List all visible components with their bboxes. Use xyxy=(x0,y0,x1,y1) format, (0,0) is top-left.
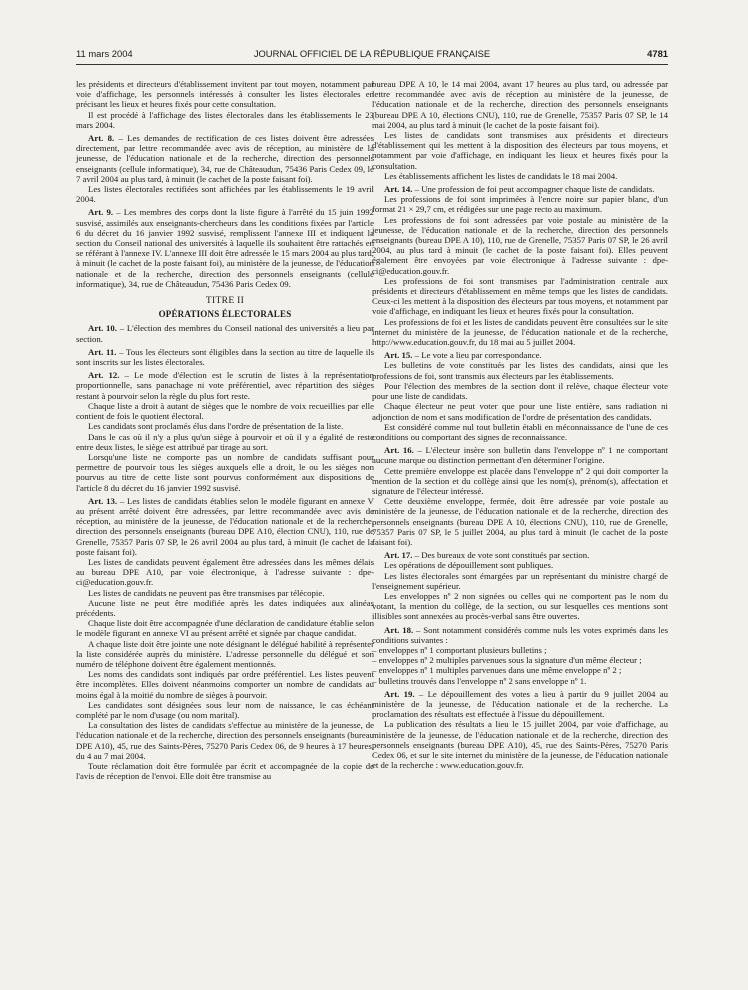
article-8 xyxy=(76,133,374,184)
paragraph: Aucune liste ne peut être modifiée après les dates indiquées aux alinéas précédents. xyxy=(76,597,374,618)
article-14 xyxy=(372,184,668,194)
article-15 xyxy=(372,350,668,360)
paragraph: Les listes électorales rectifiées sont affichées par les établissements le 19 avril 2004. xyxy=(76,184,374,205)
paragraph: les présidents et directeurs d'établissement invitent par tout moyen, notamment par voie d'affichage, les personnels intéressés à consulter les listes électorales en précisant les lieux et heures fixés pour cette consultation. xyxy=(76,79,374,110)
paragraph: Chaque liste doit être accompagnée d'une déclaration de candidature établie selon le modèle figurant en annexe VI au présent arrêté et signée par chaque candidat. xyxy=(76,618,374,639)
paragraph: Il est procédé à l'affichage des listes électorales dans les établissements le 23 mars 2004. xyxy=(76,109,374,130)
article-text: – Une profession de foi peut accompagner chaque liste de candidats. xyxy=(412,184,655,195)
article-text: – Tous les électeurs sont éligibles dans la section au titre de laquelle ils sont inscrits sur les listes électorales. xyxy=(76,346,374,368)
header-journal-title: JOURNAL OFFICIEL DE LA RÉPUBLIQUE FRANÇAISE xyxy=(253,48,491,59)
article-19 xyxy=(372,689,668,720)
paragraph: Les listes de candidats ne peuvent pas être transmises par télécopie. xyxy=(88,587,325,598)
list-item: – bulletins trouvés dans l'enveloppe nº 2 sans enveloppe nº 1. xyxy=(372,676,668,686)
article-9 xyxy=(76,207,374,289)
article-number: Art. 11. xyxy=(88,346,117,357)
article-16 xyxy=(372,445,668,465)
list-item: – enveloppes nº 1 comportant plusieurs bulletins ; xyxy=(372,645,668,655)
article-number: Art. 14. xyxy=(384,184,413,195)
header-rule xyxy=(76,64,668,65)
article-text: – Le dépouillement des votes a lieu à partir du 9 juillet 2004 au ministère de la jeunesse, de l'éducation nationale et de la recherche. La proclamation des résultats est effectuée à l'issue du dépouillement. xyxy=(372,688,668,720)
article-text: – L'élection des membres du Conseil national des universités a lieu par section. xyxy=(76,323,374,344)
paragraph: La publication des résultats a lieu le 15 juillet 2004, par voie d'affichage, au ministère de la jeunesse, de l'éducation nationale et de la recherche, direction des personnels enseignants (bureau DPE A10), 45, rue des Saints-Pères, 75270 Paris Cedex 06, et sur le site internet du ministère de la jeunesse, de l'éducation nationale et de la recherche : www.education.gouv.fr. xyxy=(372,719,668,771)
article-text: – Le vote a lieu par correspondance. xyxy=(412,350,542,361)
list-item: – enveloppes nº 2 multiples parvenues sous la signature d'un même électeur ; xyxy=(372,655,668,665)
header-date: 11 mars 2004 xyxy=(76,48,133,59)
article-number: Art. 16. xyxy=(384,445,414,456)
article-12 xyxy=(76,370,374,401)
section-title: TITRE II xyxy=(205,295,245,307)
article-17 xyxy=(372,550,668,560)
paragraph: Les noms des candidats sont indiqués par ordre préférentiel. Les listes peuvent être incomplètes. Elles doivent néanmoins comporter un nombre de candidats au moins égal à la moitié du nombre de sièges à pourvoir. xyxy=(76,669,374,700)
article-number: Art. 10. xyxy=(88,323,117,334)
paragraph: bureau DPE A 10, le 14 mai 2004, avant 17 heures au plus tard, ou adressée par lettre recommandée avec avis de réception au ministère de la jeunesse, de l'éducation nationale et de la recherche, direction des personnels enseignants (bureau DPE A 10, élections CNU), 110, rue de Grenelle, 75357 Paris 07 SP, le 14 mai 2004, au plus tard à minuit (le cachet de la poste faisant foi). xyxy=(372,79,668,130)
paragraph: Les enveloppes nº 2 non signées ou celles qui ne comportent pas le nom du votant, la mention du collège, de la section, ou sur lesquelles ces mentions sont illisibles sont annexées au procès-verbal sans être ouvertes. xyxy=(372,590,668,622)
right-column xyxy=(372,79,668,770)
paragraph: Les candidates sont désignées sous leur nom de naissance, le cas échéant complété par le nom d'usage (ou nom marital). xyxy=(76,699,374,720)
list-item: – enveloppes nº 1 multiples parvenues dans une même enveloppe nº 2 ; xyxy=(372,665,668,675)
paragraph: Lorsqu'une liste ne comporte pas un nombre de candidats suffisant pour permettre de pourvoir tous les sièges auxquels elle a droit, le ou les sièges non pourvus au titre de cette liste sont pourvus conformément aux dispositions de l'article 8 du décret du 16 janvier 1992 susvisé. xyxy=(76,451,374,493)
paragraph: Pour l'élection des membres de la section dont il relève, chaque électeur vote pour une liste de candidats. xyxy=(372,380,668,402)
article-10 xyxy=(76,323,374,343)
paragraph: Cette première enveloppe est placée dans l'enveloppe nº 2 qui doit comporter la mention de la section et du collège ainsi que les nom(s), prénom(s), affectation et signature de l'électeur intéressé. xyxy=(372,465,668,496)
article-number: Art. 15. xyxy=(384,350,413,361)
paragraph: Les opérations de dépouillement sont publiques. xyxy=(384,560,554,571)
header-page-number: 4781 xyxy=(647,48,668,59)
article-text: – Sont notamment considérés comme nuls les votes exprimés dans les conditions suivantes : xyxy=(372,624,668,645)
paragraph: Est considéré comme nul tout bulletin établi en méconnaissance de l'une de ces conditions ou comportant des signes de reconnaissance. xyxy=(372,421,668,442)
article-13 xyxy=(76,496,374,557)
paragraph: Les listes électorales sont émargées par un représentant du ministre chargé de l'enseignement supérieur. xyxy=(372,570,668,591)
paragraph: Les professions de foi et les listes de candidats peuvent être consultées sur le site internet du ministère de la jeunesse, de l'éducation nationale et de la recherche, http://www.education.gouv.fr, du 18 mai au 5 juillet 2004. xyxy=(372,316,668,348)
paragraph: Toute réclamation doit être formulée par écrit et accompagnée de la copie de l'avis de réception de l'envoi. Elle doit être transmise au xyxy=(76,761,374,782)
article-number: Art. 12. xyxy=(88,370,120,381)
article-number: Art. 13. xyxy=(88,495,118,506)
paragraph: Les établissements affichent les listes de candidats le 18 mai 2004. xyxy=(384,170,618,181)
left-column xyxy=(76,79,374,781)
paragraph: Les candidats sont proclamés élus dans l'ordre de présentation de la liste. xyxy=(88,421,344,432)
paragraph: Cette deuxième enveloppe, fermée, doit être adressée par voie postale au ministère de la jeunesse, de l'éducation nationale et de la recherche, direction des personnels enseignants (bureau DPE A 10, élections CNU), 110, rue de Grenelle, 75357 Paris 07 SP, le 5 juillet 2004, au plus tard à minuit (le cachet de la poste faisant foi). xyxy=(372,496,668,547)
paragraph: Les professions de foi sont imprimées à l'encre noire sur papier blanc, d'un format 21 × 29,7 cm, et rédigées sur une page recto au maximum. xyxy=(372,194,668,215)
article-text: – Les membres des corps dont la liste figure à l'arrêté du 15 juin 1992 susvisé, assimilés aux enseignants-chercheurs dans les conditions fixées par l'article 6 du décret du 16 janvier 1992 susvisé, remplissent l'annexe III et indiquent la section du Conseil national des universités à laquelle ils souhaitent être rattachés en se référant à l'annexe IV. L'annexe III doit être adressée le 15 mars 2004 au plus tard, à minuit (le cachet de la poste faisant foi), au ministère de la jeunesse, de l'éducation nationale et de la recherche, direction des personnels enseignants (cellule informatique), 34, rue de Châteaudun, 75436 Paris Cedex 09. xyxy=(76,207,374,289)
page-header xyxy=(76,46,668,62)
article-text: – L'électeur insère son bulletin dans l'enveloppe nº 1 ne comportant aucune marque ou distinction permettant d'en déterminer l'origine. xyxy=(372,445,668,466)
paragraph: Les listes de candidats sont transmises aux présidents et directeurs d'établissement qui les mettent à la disposition des électeurs par tous moyens, et notamment par voie d'affichage, en indiquant les lieux et heures fixés pour la consultation. xyxy=(372,130,668,171)
paragraph: Chaque liste a droit à autant de sièges que le nombre de voix recueillies par elle contient de fois le quotient électoral. xyxy=(76,400,374,422)
article-18 xyxy=(372,625,668,645)
paragraph: Les listes de candidats peuvent également être adressées dans les mêmes délais au bureau DPE A10, par voie électronique, à l'adresse suivante : dpe-ci@education.gouv.fr. xyxy=(76,556,374,588)
article-text: – Les listes de candidats établies selon le modèle figurant en annexe V au présent arrêté doivent être adressées, par lettre recommandée avec avis de réception, au ministère de la jeunesse, de l'éducation nationale et de la recherche, direction des personnels enseignants (bureau DPE A10, élection CNU), 110, rue de Grenelle, 75357 Paris 07 SP, le 26 avril 2004 au plus tard, à minuit (le cachet de la poste faisant foi). xyxy=(76,495,374,557)
paragraph: A chaque liste doit être jointe une note désignant le délégué habilité à représenter la liste considérée auprès du ministère. L'adresse personnelle du délégué et son numéro de téléphone doivent être également mentionnés. xyxy=(76,638,374,669)
article-number: Art. 19. xyxy=(384,688,415,699)
paragraph: Chaque électeur ne peut voter que pour une liste entière, sans radiation ni adjonction de nom et sans modification de l'ordre de présentation des candidats. xyxy=(372,401,668,422)
article-number: Art. 18. xyxy=(384,624,414,635)
article-number: Art. 9. xyxy=(88,207,114,218)
paragraph: Les professions de foi sont transmises par l'administration centrale aux présidents et directeurs d'établissement en même temps que les listes de candidats. Ceux-ci les mettent à la disposition des électeurs par tous moyens, et notamment par voie d'affichage, en indiquant les lieux et heures fixés pour la consultation. xyxy=(372,275,668,317)
article-number: Art. 17. xyxy=(384,550,413,561)
article-text: – Le mode d'élection est le scrutin de listes à la représentation proportionnelle, sans panachage ni vote préférentiel, avec répartition des sièges restant à pourvoir selon la règle du plus fort reste. xyxy=(76,370,374,401)
article-number: Art. 8. xyxy=(88,133,115,144)
paragraph: Les professions de foi sont adressées par voie postale au ministère de la jeunesse, de l'éducation nationale et de la recherche, direction des personnels enseignants (bureau DPE A 10), 110, rue de Grenelle, 75357 Paris 07 SP, le 26 avril 2004, au plus tard à minuit (le cachet de la poste faisant foi). Elles peuvent également être envoyées par voie électronique à l'adresse suivante : dpe-ci@education.gouv.fr. xyxy=(372,214,668,276)
article-text: – Les demandes de rectification de ces listes doivent être adressées directement, par lettre recommandée avec avis de réception, au ministère de la jeunesse, de l'éducation nationale et de la recherche, direction des personnels enseignants (cellule informatique), 34, rue de Châteaudun, 75436 Paris Cedex 09, le 7 avril 2004 au plus tard, à minuit (le cachet de la poste faisant foi). xyxy=(76,133,374,184)
paragraph: La consultation des listes de candidats s'effectue au ministère de la jeunesse, de l'éducation nationale et de la recherche, direction des personnels enseignants (bureau DPE A10), 45, rue des Saints-Pères, 75270 Paris Cedex 06, de 9 heures à 17 heures, du 4 au 7 mai 2004. xyxy=(76,720,374,761)
article-11 xyxy=(76,347,374,367)
article-text: – Des bureaux de vote sont constitués par section. xyxy=(412,550,590,561)
paragraph: Dans le cas où il n'y a plus qu'un siège à pourvoir et où il y a égalité de reste entre deux listes, le siège est attribué par tirage au sort. xyxy=(76,431,374,452)
paragraph: Les bulletins de vote constitués par les listes des candidats, ainsi que les professions de foi, sont transmis aux électeurs par les établissements. xyxy=(372,360,668,381)
section-subtitle: OPÉRATIONS ÉLECTORALES xyxy=(158,309,292,320)
